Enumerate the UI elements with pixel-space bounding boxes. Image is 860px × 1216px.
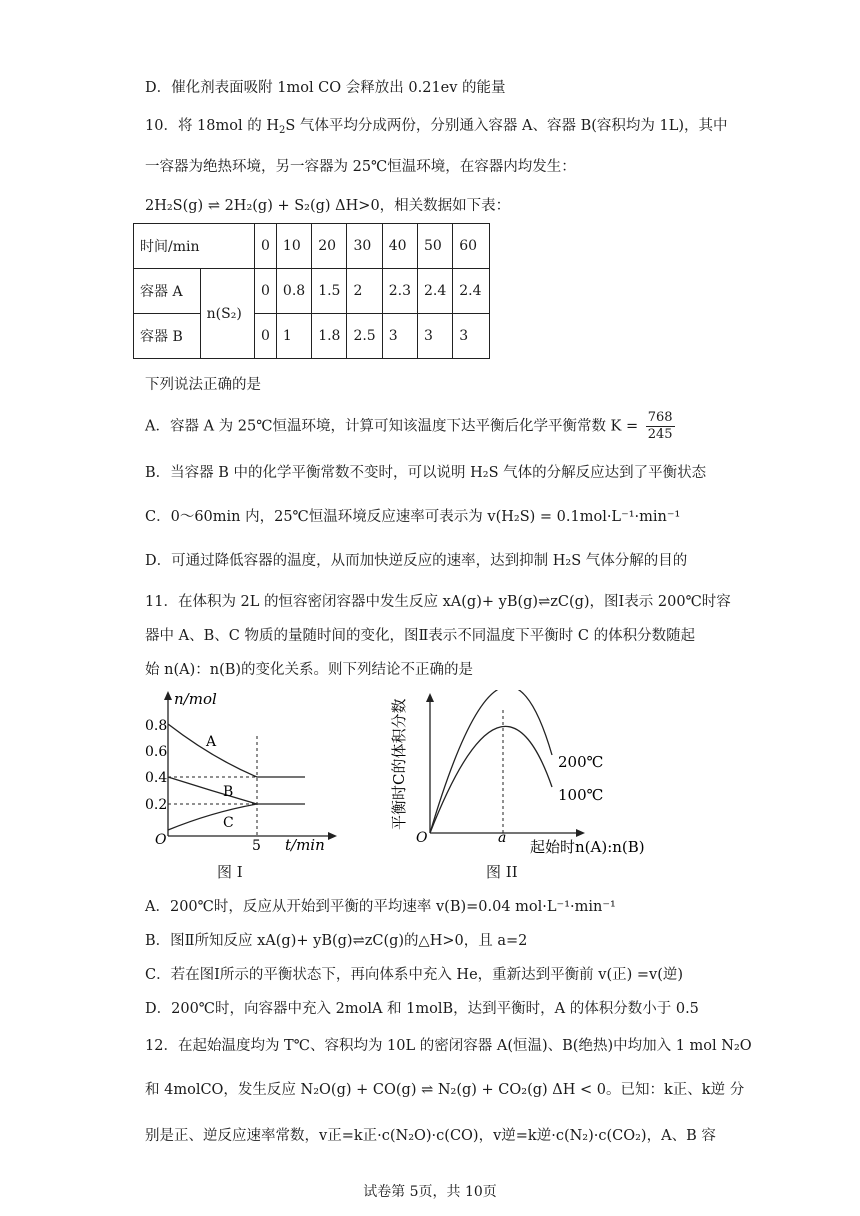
q10-stem-line2: 一容器为绝热环境，另一容器为 25℃恒温环境，在容器内均发生： — [145, 159, 576, 175]
table-header-row — [134, 224, 490, 269]
y-axis-label: 平衡时C的体积分数 — [390, 698, 408, 830]
row-label: 容器 B — [134, 314, 201, 359]
table-cell: 2.3 — [382, 269, 417, 314]
curve-c — [168, 804, 257, 830]
quantity-label: n(S₂) — [200, 269, 254, 359]
table-cell: 0 — [255, 314, 277, 359]
q10-equation: 2H₂S(g) ⇌ 2H₂(g) + S₂(g) ΔH>0，相关数据如下表： — [145, 198, 511, 214]
time-label: 时间/min — [134, 224, 255, 269]
curve-100c — [430, 726, 552, 833]
x-axis-label: t/min — [285, 836, 325, 854]
x-axis-arrow — [576, 829, 585, 837]
page-footer: 试卷第 5页，共 10页 — [363, 1184, 497, 1200]
table-cell: 0 — [255, 224, 277, 269]
origin-label: O — [155, 832, 167, 848]
table-cell: 10 — [276, 224, 311, 269]
q12-stem-line2: 和 4molCO，发生反应 N₂O(g) + CO(g) ⇌ N₂(g) + CO₂(g) ΔH < 0。已知：k正、k逆 分 — [145, 1082, 745, 1098]
y-axis-arrow — [164, 691, 172, 700]
curve-label-c: C — [223, 815, 234, 831]
fraction: $\frac{768}{245}$ — [647, 410, 673, 442]
curve-200c — [430, 690, 552, 833]
q11-stem-line2: 器中 A、B、C 物质的量随时间的变化，图Ⅱ表示不同温度下平衡时 C 的体积分数随起 — [145, 628, 696, 644]
row-label: 容器 A — [134, 269, 201, 314]
x-axis-arrow — [328, 832, 337, 840]
table-cell: 60 — [453, 224, 490, 269]
q12-stem-line1: 12．在起始温度均为 T℃、容积均为 10L 的密闭容器 A(恒温)、B(绝热)中均加入 1 mol N₂O — [145, 1038, 752, 1054]
y-axis-arrow — [426, 693, 434, 702]
x-tick-label: 5 — [252, 838, 261, 854]
curve-label-b: B — [223, 784, 234, 800]
table-cell: 2.5 — [347, 314, 382, 359]
q11-option-a: A．200℃时，反应从开始到平衡的平均速率 v(B)=0.04 mol·L⁻¹·min⁻¹ — [145, 899, 616, 915]
q10-option-b: B．当容器 B 中的化学平衡常数不变时，可以说明 H₂S 气体的分解反应达到了平衡状态 — [145, 465, 707, 481]
curve-a — [168, 724, 305, 777]
q10-option-a: A．容器 A 为 25℃恒温环境，计算可知该温度下达平衡后化学平衡常数 K = $\frac{768}{245}$ — [145, 410, 673, 442]
y-tick-label: 0.8 — [145, 718, 168, 734]
table-cell: 1 — [276, 314, 311, 359]
curve-label-200c: 200℃ — [558, 753, 604, 771]
q10-stem-line1: 10．将 18mol 的 $H_2S$ 气体平均分成两份，分别通入容器 A、容器 B(容积均为 1L)，其中 — [145, 118, 728, 136]
q11-stem-line1: 11．在体积为 2L 的恒容密闭容器中发生反应 xA(g)+ yB(g)⇌zC(g)，图Ⅰ表示 200℃时容 — [145, 594, 731, 610]
q12-stem-line3: 别是正、逆反应速率常数，v正=k正·c(N₂O)·c(CO)，v逆=k逆·c(N₂)·c(CO₂)，A、B 容 — [145, 1128, 716, 1144]
table-cell: 2.4 — [453, 269, 490, 314]
table-cell: 3 — [417, 314, 452, 359]
y-tick-label: 0.4 — [145, 770, 168, 786]
figure-2 — [390, 690, 650, 860]
table-cell: 1.8 — [312, 314, 347, 359]
q11-option-c: C．若在图Ⅰ所示的平衡状态下，再向体系中充入 He，重新达到平衡前 v(正) =v(逆) — [145, 967, 684, 983]
q11-stem-line3: 始 n(A)：n(B)的变化关系。则下列结论不正确的是 — [145, 662, 474, 678]
y-tick-label: 0.2 — [145, 797, 168, 813]
table-cell: 2 — [347, 269, 382, 314]
table-cell: 40 — [382, 224, 417, 269]
curve-b — [168, 777, 305, 804]
x-axis-label: 起始时n(A):n(B) — [530, 838, 645, 856]
x-tick-label: a — [498, 830, 507, 846]
curve-label-a: A — [206, 734, 217, 750]
data-table — [133, 223, 490, 359]
table-row — [134, 314, 490, 359]
q9-option-d: D．催化剂表面吸附 1mol CO 会释放出 0.21ev 的能量 — [145, 80, 506, 96]
y-axis-label: n/mol — [174, 690, 217, 708]
figure-1 — [140, 688, 340, 863]
table-cell: 50 — [417, 224, 452, 269]
table-cell: 30 — [347, 224, 382, 269]
origin-label: O — [416, 830, 428, 846]
figure-2-caption: 图 II — [486, 863, 518, 881]
table-cell: 20 — [312, 224, 347, 269]
table-cell: 3 — [382, 314, 417, 359]
table-cell: 2.4 — [417, 269, 452, 314]
q10-option-d: D．可通过降低容器的温度，从而加快逆反应的速率，达到抑制 H₂S 气体分解的目的 — [145, 553, 688, 569]
table-row — [134, 269, 490, 314]
q11-option-b: B．图Ⅱ所知反应 xA(g)+ yB(g)⇌zC(g)的△H>0，且 a=2 — [145, 933, 528, 949]
y-tick-label: 0.6 — [145, 744, 168, 760]
q10-option-c: C．0～60min 内，25℃恒温环境反应速率可表示为 v(H₂S) = 0.1mol·L⁻¹·min⁻¹ — [145, 509, 681, 525]
table-cell: 0 — [255, 269, 277, 314]
q10-question: 下列说法正确的是 — [145, 377, 261, 393]
table-cell: 3 — [453, 314, 490, 359]
table-cell: 1.5 — [312, 269, 347, 314]
curve-label-100c: 100℃ — [558, 786, 604, 804]
q11-option-d: D．200℃时，向容器中充入 2molA 和 1molB，达到平衡时，A 的体积分数小于 0.5 — [145, 1001, 699, 1017]
figure-1-caption: 图 I — [217, 863, 243, 881]
table-cell: 0.8 — [276, 269, 311, 314]
